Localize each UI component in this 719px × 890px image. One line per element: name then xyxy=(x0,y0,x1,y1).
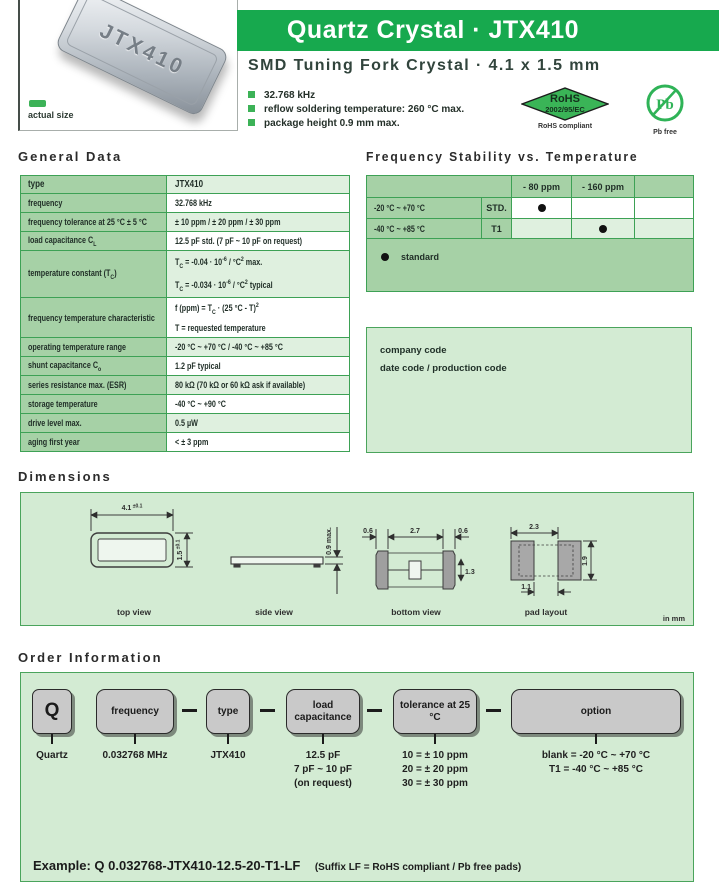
bullet-text: 32.768 kHz xyxy=(264,90,316,101)
rohs-caption: RoHS compliant xyxy=(537,123,593,130)
table-row xyxy=(21,232,349,251)
row-label: frequency tolerance at 25 °C ± 5 °C xyxy=(28,217,147,227)
bullet-text: reflow soldering temperature: 260 °C max. xyxy=(264,104,465,115)
bullet-square-icon xyxy=(248,91,255,98)
product-photo-box xyxy=(18,0,238,131)
row-value: f $(ppm) = T_C \cdot (25$ °C - T)$^2$ xyxy=(175,301,259,316)
page-subtitle: SMD Tuning Fork Crystal · 4.1 x 1.5 mm xyxy=(248,57,601,74)
header-cell: - 160 ppm xyxy=(571,176,634,197)
pbfree-caption: Pb free xyxy=(653,129,677,136)
title-band xyxy=(237,10,719,51)
separator-dash xyxy=(367,709,382,712)
crystal-lid-edge xyxy=(65,0,219,107)
order-example-note: (Suffix LF = RoHS compliant / Pb free pads) xyxy=(314,862,522,873)
option-cell xyxy=(511,219,571,238)
table-row xyxy=(367,219,693,239)
feature-bullets xyxy=(248,90,464,132)
table-row xyxy=(21,176,349,194)
actual-size-chip-icon xyxy=(29,100,46,107)
row-label: aging first year xyxy=(28,437,80,447)
table-header-row xyxy=(367,176,693,198)
rohs-logo xyxy=(521,87,609,130)
crystal-engraving: JTX410 xyxy=(96,19,189,80)
order-example-code: Example: Q 0.032768-JTX410-12.5-20-T1-LF xyxy=(33,858,301,873)
row-value: 80 kΩ (70 kΩ or 60 kΩ ask if available) xyxy=(175,380,306,390)
order-box-frequency: frequency xyxy=(96,689,174,734)
svg-text:1.1: 1.1 xyxy=(521,584,531,591)
row-value: 0.5 µW xyxy=(175,418,198,428)
separator-dash xyxy=(260,709,275,712)
order-example xyxy=(33,857,521,875)
svg-text:4.1 ±0.1: 4.1 ±0.1 xyxy=(121,503,143,512)
legend-text: standard xyxy=(401,252,440,262)
range-cell: -40 °C ~ +85 °C xyxy=(367,219,481,238)
order-desc-tolerance: 10 = ± 10 ppm 20 = ± 20 ppm 30 = ± 30 ppm xyxy=(402,750,468,789)
general-data-heading: General Data xyxy=(18,149,123,164)
order-desc-type: JTX410 xyxy=(210,750,246,761)
order-box-type: type xyxy=(206,689,250,734)
table-row xyxy=(21,338,349,357)
order-box-option: option xyxy=(511,689,681,734)
row-value: -40 °C ~ +90 °C xyxy=(175,399,226,409)
dimensions-panel xyxy=(20,492,694,626)
table-row xyxy=(21,433,349,452)
svg-text:0.9 max.: 0.9 max. xyxy=(326,527,333,555)
row-value: T = requested temperature xyxy=(175,323,266,334)
connector-tick xyxy=(434,734,436,744)
row-value: 12.5 pF std. (7 pF ~ 10 pF on request) xyxy=(175,236,303,246)
general-data-table xyxy=(20,175,350,452)
table-row xyxy=(21,213,349,232)
page-title: Quartz Crystal · JTX410 xyxy=(286,16,580,44)
row-value: ± 10 ppm / ± 20 ppm / ± 30 ppm xyxy=(175,217,281,227)
order-box-tolerance: tolerance at 25 °C xyxy=(393,689,477,734)
legend-row xyxy=(367,239,693,291)
row-value: $T_C = -0.034 \cdot 10^{-6} / ^\circ C^2$ typical xyxy=(175,278,273,293)
actual-size-label: actual size xyxy=(28,110,74,120)
header-cell-empty xyxy=(634,176,693,197)
connector-tick xyxy=(227,734,229,744)
svg-text:1.3: 1.3 xyxy=(465,569,475,576)
table-row xyxy=(21,298,349,338)
header-cell: - 80 ppm xyxy=(511,176,571,197)
standard-option-dot xyxy=(538,204,546,212)
option-cell xyxy=(571,198,634,218)
crystal-photo xyxy=(54,0,229,117)
company-code-label: company code xyxy=(380,345,447,356)
bullet-text: package height 0.9 mm max. xyxy=(264,118,400,129)
marking-codes-box xyxy=(366,327,692,453)
svg-text:RoHS: RoHS xyxy=(550,93,580,105)
standard-dot-icon xyxy=(381,253,389,261)
dimensions-heading: Dimensions xyxy=(18,469,112,484)
table-row xyxy=(21,414,349,433)
row-value: 32.768 kHz xyxy=(175,198,212,208)
row-label: temperature constant $(T_C)$ xyxy=(28,267,117,281)
svg-text:1.5 ±0.1: 1.5 ±0.1 xyxy=(175,539,184,561)
order-box-q: Q xyxy=(32,689,72,734)
range-cell: -20 °C ~ +70 °C xyxy=(367,198,481,218)
bullet-item xyxy=(248,104,464,114)
option-cell xyxy=(634,219,693,238)
row-label: frequency xyxy=(28,198,63,208)
rohs-diamond-icon xyxy=(521,87,609,121)
svg-text:0.6: 0.6 xyxy=(458,528,468,535)
row-value: JTX410 xyxy=(175,179,204,190)
order-information-panel xyxy=(20,672,694,882)
row-value: -20 °C ~ +70 °C / -40 °C ~ +85 °C xyxy=(175,342,283,352)
table-row xyxy=(21,376,349,395)
separator-dash xyxy=(486,709,501,712)
stability-heading: Frequency Stability vs. Temperature xyxy=(366,149,639,164)
option-cell xyxy=(511,198,571,218)
row-label: frequency temperature characteristic xyxy=(28,312,155,323)
unit-note: in mm xyxy=(662,614,685,623)
stability-table xyxy=(366,175,694,292)
row-label: type xyxy=(28,179,45,190)
connector-tick xyxy=(51,734,53,744)
order-box-load-capacitance: load capacitance xyxy=(286,689,360,734)
svg-text:1.9: 1.9 xyxy=(582,556,589,566)
row-label: drive level max. xyxy=(28,418,82,428)
row-label: storage temperature xyxy=(28,399,98,409)
row-label: shunt capacitance $C_o$ xyxy=(28,359,102,373)
order-desc-frequency: 0.032768 MHz xyxy=(102,750,168,761)
svg-text:2.7: 2.7 xyxy=(410,528,420,535)
separator-dash xyxy=(182,709,197,712)
header-cell-empty xyxy=(367,176,511,197)
svg-text:2002/95/EC: 2002/95/EC xyxy=(545,105,585,114)
row-label: series resistance max. (ESR) xyxy=(28,380,127,390)
date-code-label: date code / production code xyxy=(380,363,507,375)
bullet-item xyxy=(248,118,464,128)
row-label: load capacitance $C_L$ xyxy=(28,234,97,248)
option-cell xyxy=(571,219,634,238)
row-value: 1.2 pF typical xyxy=(175,361,221,371)
svg-text:Pb: Pb xyxy=(656,97,674,113)
order-desc-q: Quartz xyxy=(36,750,68,761)
table-row xyxy=(21,194,349,213)
bullet-square-icon xyxy=(248,105,255,112)
connector-tick xyxy=(134,734,136,744)
svg-text:bottom view: bottom view xyxy=(391,607,441,617)
row-label: operating temperature range xyxy=(28,342,127,352)
svg-text:top view: top view xyxy=(116,607,152,617)
option-cell xyxy=(634,198,693,218)
row-value: < ± 3 ppm xyxy=(175,437,209,447)
table-row xyxy=(21,395,349,414)
order-heading: Order Information xyxy=(18,650,163,665)
pbfree-logo xyxy=(645,83,685,136)
bullet-item xyxy=(248,90,464,100)
bullet-square-icon xyxy=(248,119,255,126)
table-row xyxy=(21,357,349,376)
code-cell: T1 xyxy=(481,219,511,238)
connector-tick xyxy=(595,734,597,744)
order-desc-option: blank = -20 °C ~ +70 °C T1 = -40 °C ~ +85 °C xyxy=(541,750,651,775)
code-cell: STD. xyxy=(481,198,511,218)
svg-text:2.3: 2.3 xyxy=(529,524,539,531)
svg-text:pad layout: pad layout xyxy=(524,607,568,617)
svg-text:0.6: 0.6 xyxy=(363,528,373,535)
connector-tick xyxy=(322,734,324,744)
standard-option-dot xyxy=(599,225,607,233)
row-value: $T_C = -0.04 \cdot 10^{-6} / ^\circ C^2$ max. xyxy=(175,255,263,270)
pbfree-icon xyxy=(645,83,685,123)
dimension-drawing xyxy=(21,493,693,625)
table-row xyxy=(367,198,693,219)
order-desc-load-capacitance: 12.5 pF 7 pF ~ 10 pF (on request) xyxy=(293,750,353,789)
table-row xyxy=(21,251,349,298)
svg-text:side view: side view xyxy=(255,607,293,617)
bottom-view-drawing xyxy=(362,529,469,589)
